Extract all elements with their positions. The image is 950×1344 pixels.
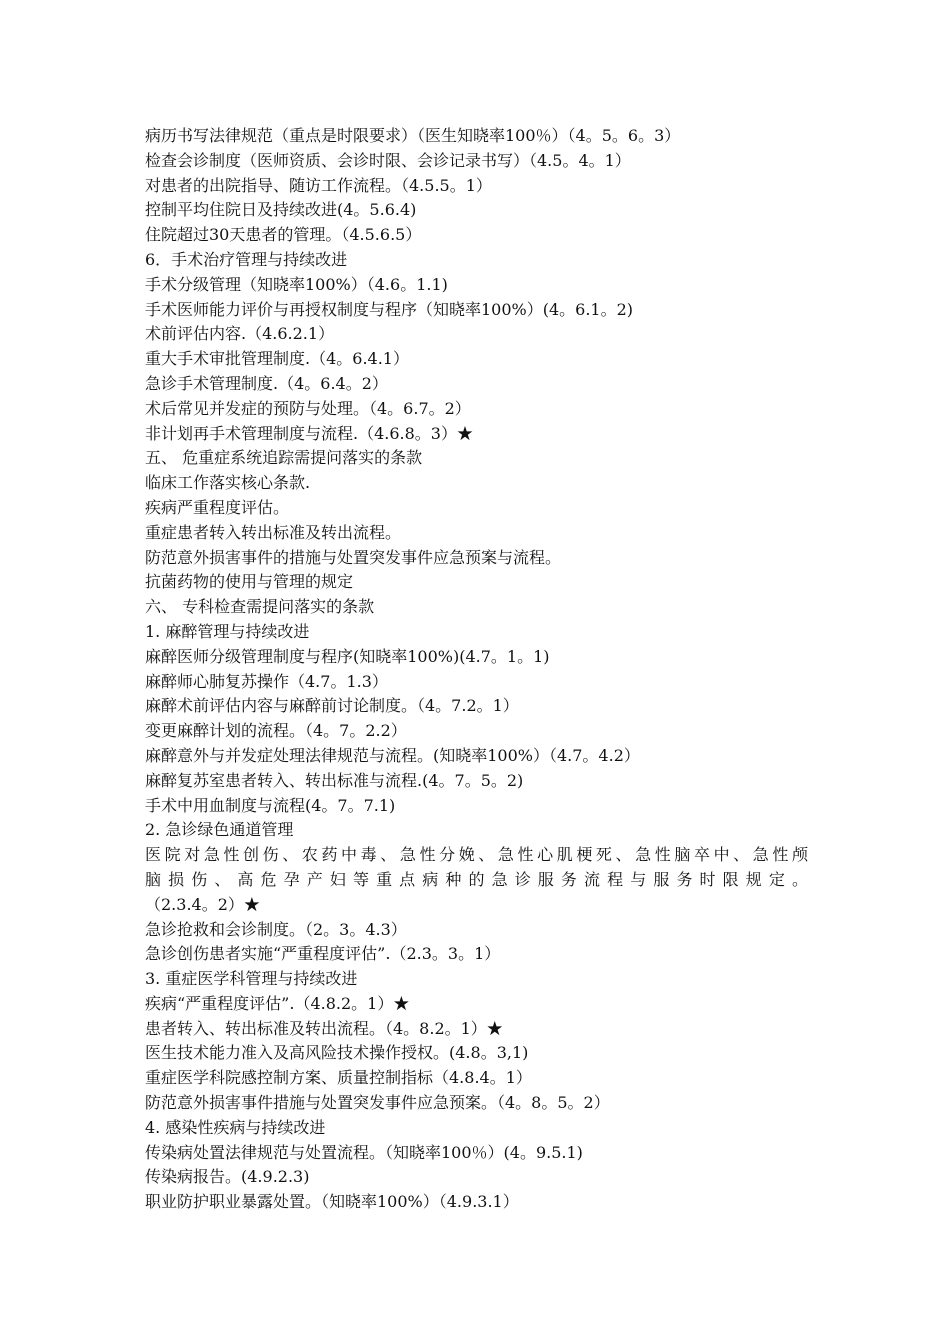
text-line: 检查会诊制度（医师资质、会诊时限、会诊记录书写）（4.5。4。1）: [145, 150, 631, 170]
text-line: 对患者的出院指导、随访工作流程。（4.5.5。1）: [145, 175, 492, 195]
subsection-heading: 3. 重症医学科管理与持续改进: [145, 969, 358, 989]
text-line: 急诊手术管理制度.（4。6.4。2）: [145, 373, 388, 393]
subsection-heading: 2. 急诊绿色通道管理: [145, 820, 294, 840]
text-line: 非计划再手术管理制度与流程.（4.6.8。3）★: [145, 423, 473, 443]
text-line: 手术医师能力评价与再授权制度与程序（知晓率100%）(4。6.1。2): [145, 299, 634, 319]
text-line: 术前评估内容.（4.6.2.1）: [145, 324, 335, 344]
subsection-heading: 1. 麻醉管理与持续改进: [145, 621, 310, 641]
text-line: 重症患者转入转出标准及转出流程。: [145, 522, 402, 542]
text-line: 急诊创伤患者实施“严重程度评估”.（2.3。3。1）: [145, 944, 501, 964]
text-line: 麻醉术前评估内容与麻醉前讨论制度。（4。7.2。1）: [145, 696, 519, 716]
text-line: 术后常见并发症的预防与处理。（4。6.7。2）: [145, 398, 471, 418]
text-line: 疾病严重程度评估。: [145, 497, 290, 517]
text-line: 传染病报告。(4.9.2.3): [145, 1167, 310, 1187]
document-page: [145, 124, 810, 1215]
text-line: 麻醉师心肺复苏操作（4.7。1.3）: [145, 671, 388, 691]
text-line: 重大手术审批管理制度.（4。6.4.1）: [145, 349, 409, 369]
text-line: 防范意外损害事件的措施与处置突发事件应急预案与流程。: [145, 547, 562, 567]
subsection-heading: 4. 感染性疾病与持续改进: [145, 1117, 326, 1137]
section-heading: 6．手术治疗管理与持续改进: [145, 249, 348, 269]
text-line: 职业防护职业暴露处置。（知晓率100%）（4.9.3.1）: [145, 1192, 519, 1212]
text-line: 麻醉意外与并发症处理法律规范与流程。(知晓率100%）（4.7。4.2）: [145, 745, 640, 765]
text-line: 重症医学科院感控制方案、质量控制指标（4.8.4。1）: [145, 1068, 532, 1088]
text-line: 医院对急性创伤、农药中毒、急性分娩、急性心肌梗死、急性脑卒中、急性颅: [145, 845, 810, 865]
text-line: 住院超过30天患者的管理。（4.5.6.5）: [145, 225, 422, 245]
section-heading: 六、 专科检查需提问落实的条款: [145, 597, 375, 617]
text-line: 急诊抢救和会诊制度。（2。3。4.3）: [145, 919, 407, 939]
text-line: 脑损伤、高危孕产妇等重点病种的急诊服务流程与服务时限规定。: [145, 869, 810, 889]
text-line: 患者转入、转出标准及转出流程。（4。8.2。1）★: [145, 1018, 503, 1038]
text-line: 麻醉复苏室患者转入、转出标准与流程.(4。7。5。2): [145, 770, 524, 790]
text-line: 手术分级管理（知晓率100%）（4.6。1.1): [145, 274, 448, 294]
text-line: 手术中用血制度与流程(4。7。7.1): [145, 795, 396, 815]
text-line: （2.3.4。2）★: [145, 894, 260, 914]
section-heading: 五、 危重症系统追踪需提问落实的条款: [145, 448, 423, 468]
text-line: 医生技术能力准入及高风险技术操作授权。(4.8。3,1): [145, 1043, 529, 1063]
text-line: 传染病处置法律规范与处置流程。（知晓率100％）(4。9.5.1): [145, 1142, 583, 1162]
text-line: 控制平均住院日及持续改进(4。5.6.4): [145, 200, 417, 220]
text-line: 变更麻醉计划的流程。（4。7。2.2）: [145, 721, 407, 741]
text-line: 疾病“严重程度评估”.（4.8.2。1）★: [145, 993, 410, 1013]
text-line: 麻醉医师分级管理制度与程序(知晓率100%)(4.7。1。1): [145, 646, 550, 666]
text-line: 防范意外损害事件措施与处置突发事件应急预案。（4。8。5。2）: [145, 1093, 610, 1113]
text-line: 抗菌药物的使用与管理的规定: [145, 572, 354, 592]
text-line: 临床工作落实核心条款.: [145, 473, 311, 493]
text-line: 病历书写法律规范（重点是时限要求）（医生知晓率100％）（4。5。6。3）: [145, 126, 681, 145]
